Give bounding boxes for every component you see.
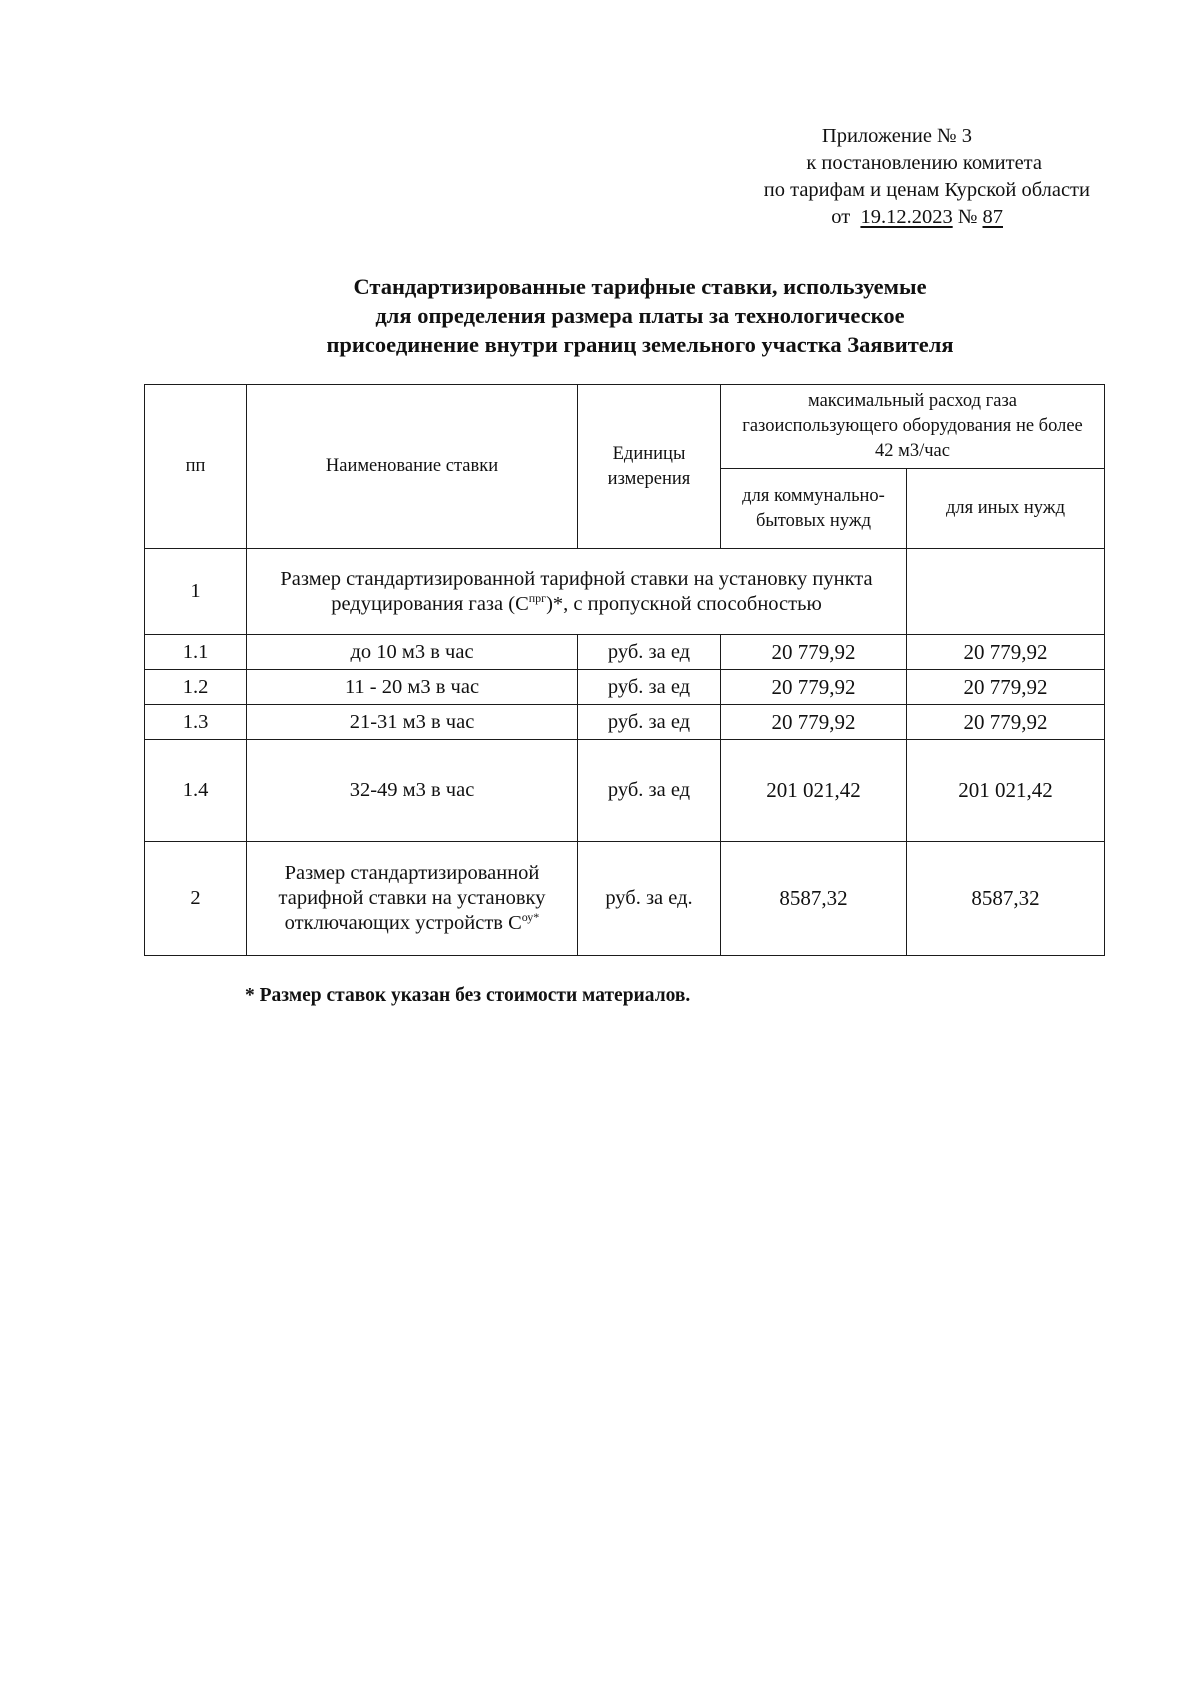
table-row [145, 740, 1105, 842]
section-2-superscript: оу* [521, 910, 540, 925]
appendix-header [670, 123, 1090, 231]
row-unit: руб. за ед [578, 740, 721, 842]
row-other-value: 20 779,92 [907, 635, 1105, 670]
section-1-text-before: Размер стандартизированной тарифной ставки на установку пункта редуцирования газа (С [280, 567, 873, 615]
header-row [145, 385, 1105, 469]
table-row [145, 705, 1105, 740]
row-name: 32-49 м3 в час [247, 740, 578, 842]
section-2-number: 2 [145, 842, 247, 956]
footnote: * Размер ставок указан без стоимости материалов. [245, 985, 691, 1006]
header-other: для иных нужд [907, 469, 1105, 549]
header-max-flow: максимальный расход газа газоиспользующего оборудования не более 42 м3/час [721, 385, 1105, 469]
row-communal-value: 201 021,42 [721, 740, 907, 842]
row-number: 1.4 [145, 740, 247, 842]
row-number: 1.2 [145, 670, 247, 705]
row-unit: руб. за ед [578, 705, 721, 740]
row-other-value: 201 021,42 [907, 740, 1105, 842]
row-other-value: 20 779,92 [907, 670, 1105, 705]
appendix-date-line [670, 204, 1090, 231]
section-2-text: Размер стандартизированной тарифной ставки на установку отключающих устройств С [278, 862, 546, 934]
row-name: до 10 м3 в час [247, 635, 578, 670]
row-number: 1.1 [145, 635, 247, 670]
section-1-text-after: )*, с пропускной способностью [546, 592, 822, 615]
header-pp: пп [145, 385, 247, 549]
resolution-date: 19.12.2023 [860, 206, 953, 228]
table-row [145, 670, 1105, 705]
resolution-number: 87 [982, 206, 1003, 228]
title-line-3: присоединение внутри границ земельного участка Заявителя [326, 332, 954, 357]
row-unit: руб. за ед [578, 670, 721, 705]
row-communal-value: 20 779,92 [721, 635, 907, 670]
row-unit: руб. за ед [578, 635, 721, 670]
appendix-committee: по тарифам и ценам Курской области [763, 179, 1090, 201]
title-line-1: Стандартизированные тарифные ставки, используемые [353, 274, 927, 299]
appendix-resolution: к постановлению комитета [806, 152, 1042, 174]
section-2-unit: руб. за ед. [578, 842, 721, 956]
row-name: 21-31 м3 в час [247, 705, 578, 740]
section-row-2 [145, 842, 1105, 956]
section-1-description [247, 549, 907, 635]
header-name: Наименование ставки [247, 385, 578, 549]
section-1-empty-cell [907, 549, 1105, 635]
title-line-2: для определения размера платы за технологическое [375, 303, 905, 328]
row-communal-value: 20 779,92 [721, 670, 907, 705]
document-title [160, 272, 1120, 359]
section-1-superscript: прг [528, 590, 547, 605]
appendix-number: Приложение № 3 [821, 125, 972, 147]
row-name: 11 - 20 м3 в час [247, 670, 578, 705]
header-units: Единицы измерения [578, 385, 721, 549]
row-communal-value: 20 779,92 [721, 705, 907, 740]
section-row-1 [145, 549, 1105, 635]
number-prefix: № [957, 206, 978, 228]
section-2-other-value: 8587,32 [907, 842, 1105, 956]
table-row [145, 635, 1105, 670]
rates-table [144, 384, 1105, 956]
row-other-value: 20 779,92 [907, 705, 1105, 740]
section-1-number: 1 [145, 549, 247, 635]
date-prefix: от [831, 206, 851, 228]
section-2-description [247, 842, 578, 956]
section-2-communal-value: 8587,32 [721, 842, 907, 956]
row-number: 1.3 [145, 705, 247, 740]
header-communal: для коммунально-бытовых нужд [721, 469, 907, 549]
